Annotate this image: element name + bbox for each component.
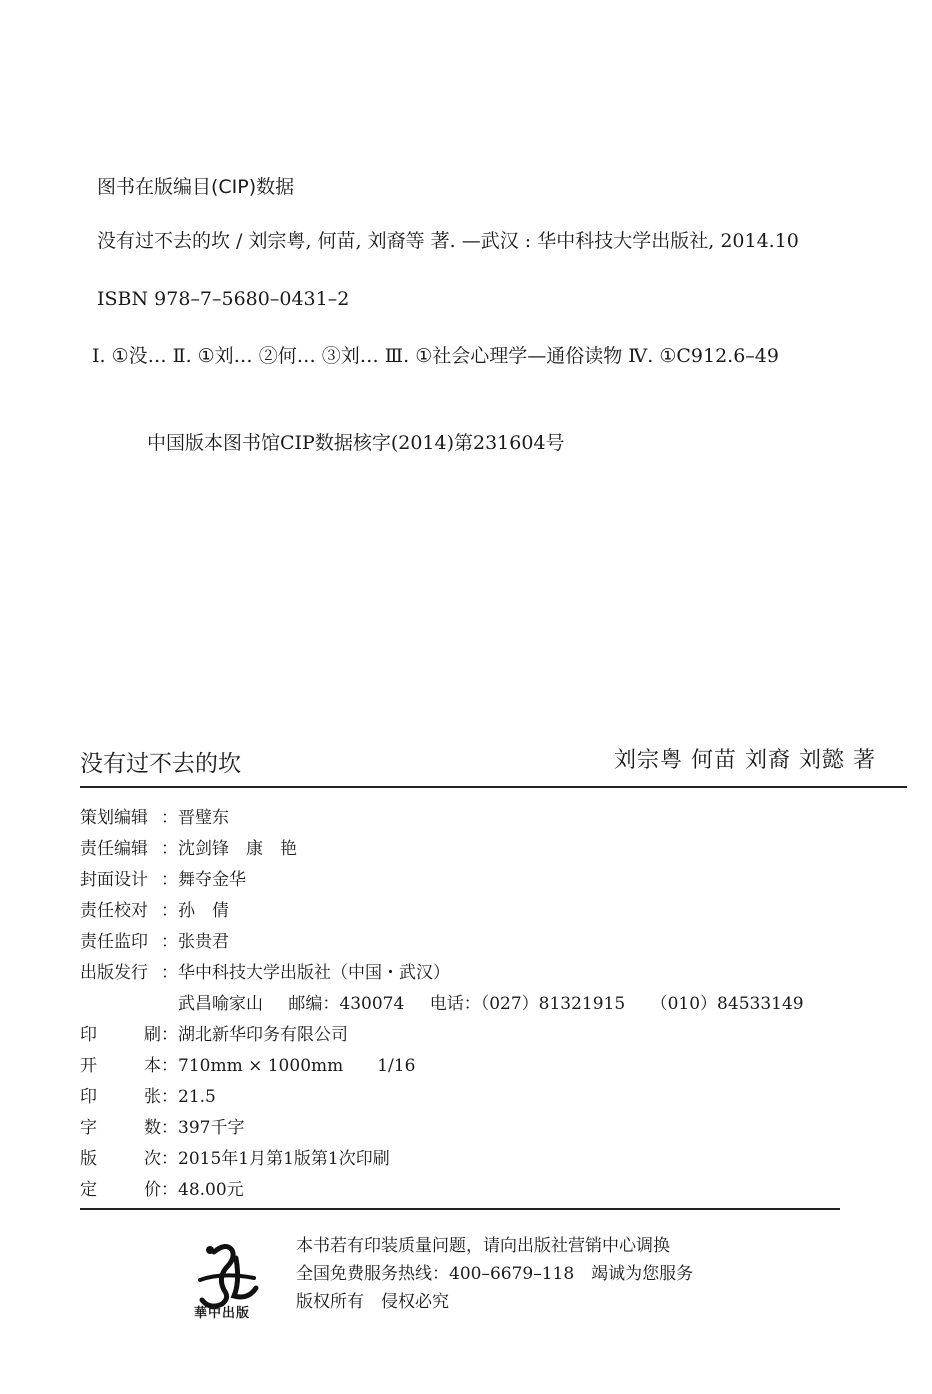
credit-label: 出版发行 ： bbox=[80, 963, 178, 983]
notice-block bbox=[296, 1232, 693, 1316]
spec-row bbox=[80, 1082, 804, 1113]
cip-description: 没有过不去的坎 / 刘宗粤, 何苗, 刘裔等 著. —武汉 : 华中科技大学出版社, 2014.10 bbox=[97, 230, 799, 252]
notice-line: 版权所有 侵权必究 bbox=[296, 1292, 449, 1312]
credit-row bbox=[80, 927, 804, 958]
spec-row bbox=[80, 1113, 804, 1144]
spec-label: 印 张： bbox=[80, 1087, 178, 1107]
classification: Ⅰ. ①没… Ⅱ. ①刘… ②何… ③刘… Ⅲ. ①社会心理学—通俗读物 Ⅳ. ①C912.6–49 bbox=[92, 345, 779, 367]
postcode: 430074 bbox=[339, 994, 405, 1014]
phone-wuhan: （027）81321915 bbox=[480, 994, 626, 1014]
spec-value: 2015年1月第1版第1次印刷 bbox=[178, 1149, 390, 1169]
credit-label: 策划编辑 ： bbox=[80, 808, 178, 828]
divider-top bbox=[80, 786, 907, 788]
publisher-logo bbox=[192, 1238, 262, 1322]
spec-value: 21.5 bbox=[178, 1087, 216, 1107]
credit-row bbox=[80, 803, 804, 834]
book-title: 没有过不去的坎 bbox=[80, 751, 241, 777]
credit-value: 沈剑锋 康 艳 bbox=[178, 839, 297, 859]
credit-label: 责任编辑 ： bbox=[80, 839, 178, 859]
credit-value: 孙 倩 bbox=[178, 901, 229, 921]
spec-row bbox=[80, 1144, 804, 1175]
publisher-address bbox=[80, 989, 804, 1020]
credit-row bbox=[80, 834, 804, 865]
spec-value: 湖北新华印务有限公司 bbox=[178, 1025, 348, 1045]
spec-value: 397千字 bbox=[178, 1118, 245, 1138]
spec-value: 710mm × 1000mm 1/16 bbox=[178, 1056, 416, 1076]
book-authors: 刘宗粤 何苗 刘裔 刘懿 著 bbox=[614, 748, 876, 773]
credit-row bbox=[80, 865, 804, 896]
credit-label: 封面设计 ： bbox=[80, 870, 178, 890]
isbn: ISBN 978–7–5680–0431–2 bbox=[97, 288, 350, 310]
spec-label: 版 次： bbox=[80, 1149, 178, 1169]
credit-label: 责任校对 ： bbox=[80, 901, 178, 921]
spec-label: 字 数： bbox=[80, 1118, 178, 1138]
cip-approval-number: 中国版本图书馆CIP数据核字(2014)第231604号 bbox=[147, 432, 565, 454]
price: 48.00元 bbox=[178, 1180, 244, 1200]
phone-beijing: （010）84533149 bbox=[650, 994, 804, 1014]
publisher: 华中科技大学出版社（中国・武汉） bbox=[178, 963, 450, 983]
address-location: 武昌喻家山 bbox=[178, 994, 263, 1014]
credit-value: 张贵君 bbox=[178, 932, 229, 952]
credit-value: 舞夺金华 bbox=[178, 870, 246, 890]
spec-row bbox=[80, 1051, 804, 1082]
spec-label: 定 价： bbox=[80, 1180, 178, 1200]
credit-value: 晋璧东 bbox=[178, 808, 229, 828]
spec-label: 印 刷： bbox=[80, 1025, 178, 1045]
logo-text: 華中出版 bbox=[194, 1306, 251, 1321]
spec-label: 开 本： bbox=[80, 1056, 178, 1076]
divider-bottom bbox=[80, 1208, 840, 1210]
credit-label: 责任监印 ： bbox=[80, 932, 178, 952]
spec-row bbox=[80, 1020, 804, 1051]
credits-block bbox=[80, 803, 804, 1206]
notice-line: 全国免费服务热线：400–6679–118 竭诚为您服务 bbox=[296, 1264, 694, 1284]
notice-line: 本书若有印装质量问题，请向出版社营销中心调换 bbox=[296, 1236, 670, 1256]
postcode-label: 邮编： bbox=[288, 994, 340, 1014]
credit-row bbox=[80, 896, 804, 927]
credit-row bbox=[80, 958, 804, 989]
phone-label: 电话： bbox=[429, 994, 481, 1014]
spec-row bbox=[80, 1175, 804, 1206]
cip-heading: 图书在版编目(CIP)数据 bbox=[97, 176, 295, 198]
